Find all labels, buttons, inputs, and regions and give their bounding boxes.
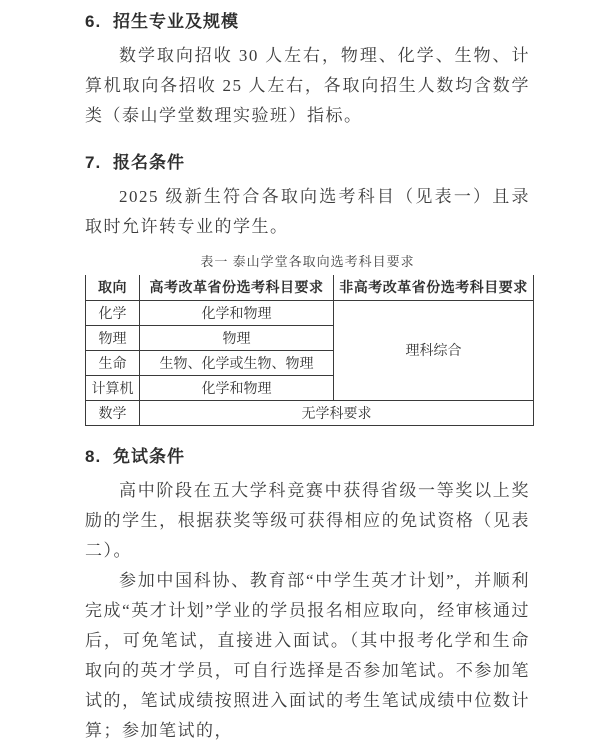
section-number: 6. — [85, 12, 102, 31]
cell-reform-requirement: 物理 — [140, 325, 334, 350]
section-number: 7. — [85, 153, 102, 172]
cell-orientation: 物理 — [86, 325, 140, 350]
section-heading — [85, 12, 530, 32]
cell-orientation: 化学 — [86, 300, 140, 325]
cell-nonreform-requirement: 理科综合 — [334, 300, 534, 400]
section-enrollment-scale — [85, 12, 530, 131]
table-row — [86, 400, 534, 425]
section-heading — [85, 447, 530, 467]
section-title: 报名条件 — [113, 153, 185, 172]
section-exam-exemption-conditions — [85, 447, 530, 746]
section-heading — [85, 153, 530, 173]
section-application-conditions — [85, 153, 530, 242]
cell-no-subject-requirement: 无学科要求 — [140, 400, 534, 425]
cell-reform-requirement: 生物、化学或生物、物理 — [140, 350, 334, 375]
col-header-reform-provinces: 高考改革省份选考科目要求 — [140, 275, 334, 300]
col-header-nonreform-provinces: 非高考改革省份选考科目要求 — [334, 275, 534, 300]
table-row — [86, 300, 534, 325]
cell-orientation: 计算机 — [86, 375, 140, 400]
table-header-row — [86, 275, 534, 300]
section-title: 免试条件 — [113, 446, 185, 466]
subject-requirements-table — [85, 275, 534, 426]
cell-orientation: 数学 — [86, 400, 140, 425]
table-row — [86, 275, 534, 300]
table-caption: 表一 泰山学堂各取向选考科目要求 — [200, 254, 415, 269]
paragraph: 数学取向招收 30 人左右，物理、化学、生物、计算机取向各招收 25 人左右，各取向招生人数均含数学类（泰山学堂数理实验班）指标。 — [85, 46, 530, 125]
paragraph: 2025 级新生符合各取向选考科目（见表一）且录取时允许转专业的学生。 — [85, 187, 530, 236]
cell-reform-requirement: 化学和物理 — [140, 375, 334, 400]
cell-reform-requirement: 化学和物理 — [140, 300, 334, 325]
paragraph: 参加中国科协、教育部“中学生英才计划”，并顺利完成“英才计划”学业的学员报名相应取向，经审核通过后，可免笔试，直接进入面试。（其中报考化学和生命取向的英才学员，可自行选择是否参加笔试。不参加笔试的，笔试成绩按照进入面试的考生笔试成绩中位数计算；参加笔试的， — [85, 570, 530, 740]
cell-orientation: 生命 — [86, 350, 140, 375]
section-title: 招生专业及规模 — [113, 12, 239, 31]
section-number: 8. — [85, 446, 102, 466]
paragraph: 高中阶段在五大学科竞赛中获得省级一等奖以上奖励的学生，根据获奖等级可获得相应的免试资格（见表二）。 — [85, 480, 530, 560]
col-header-orientation: 取向 — [86, 275, 140, 300]
